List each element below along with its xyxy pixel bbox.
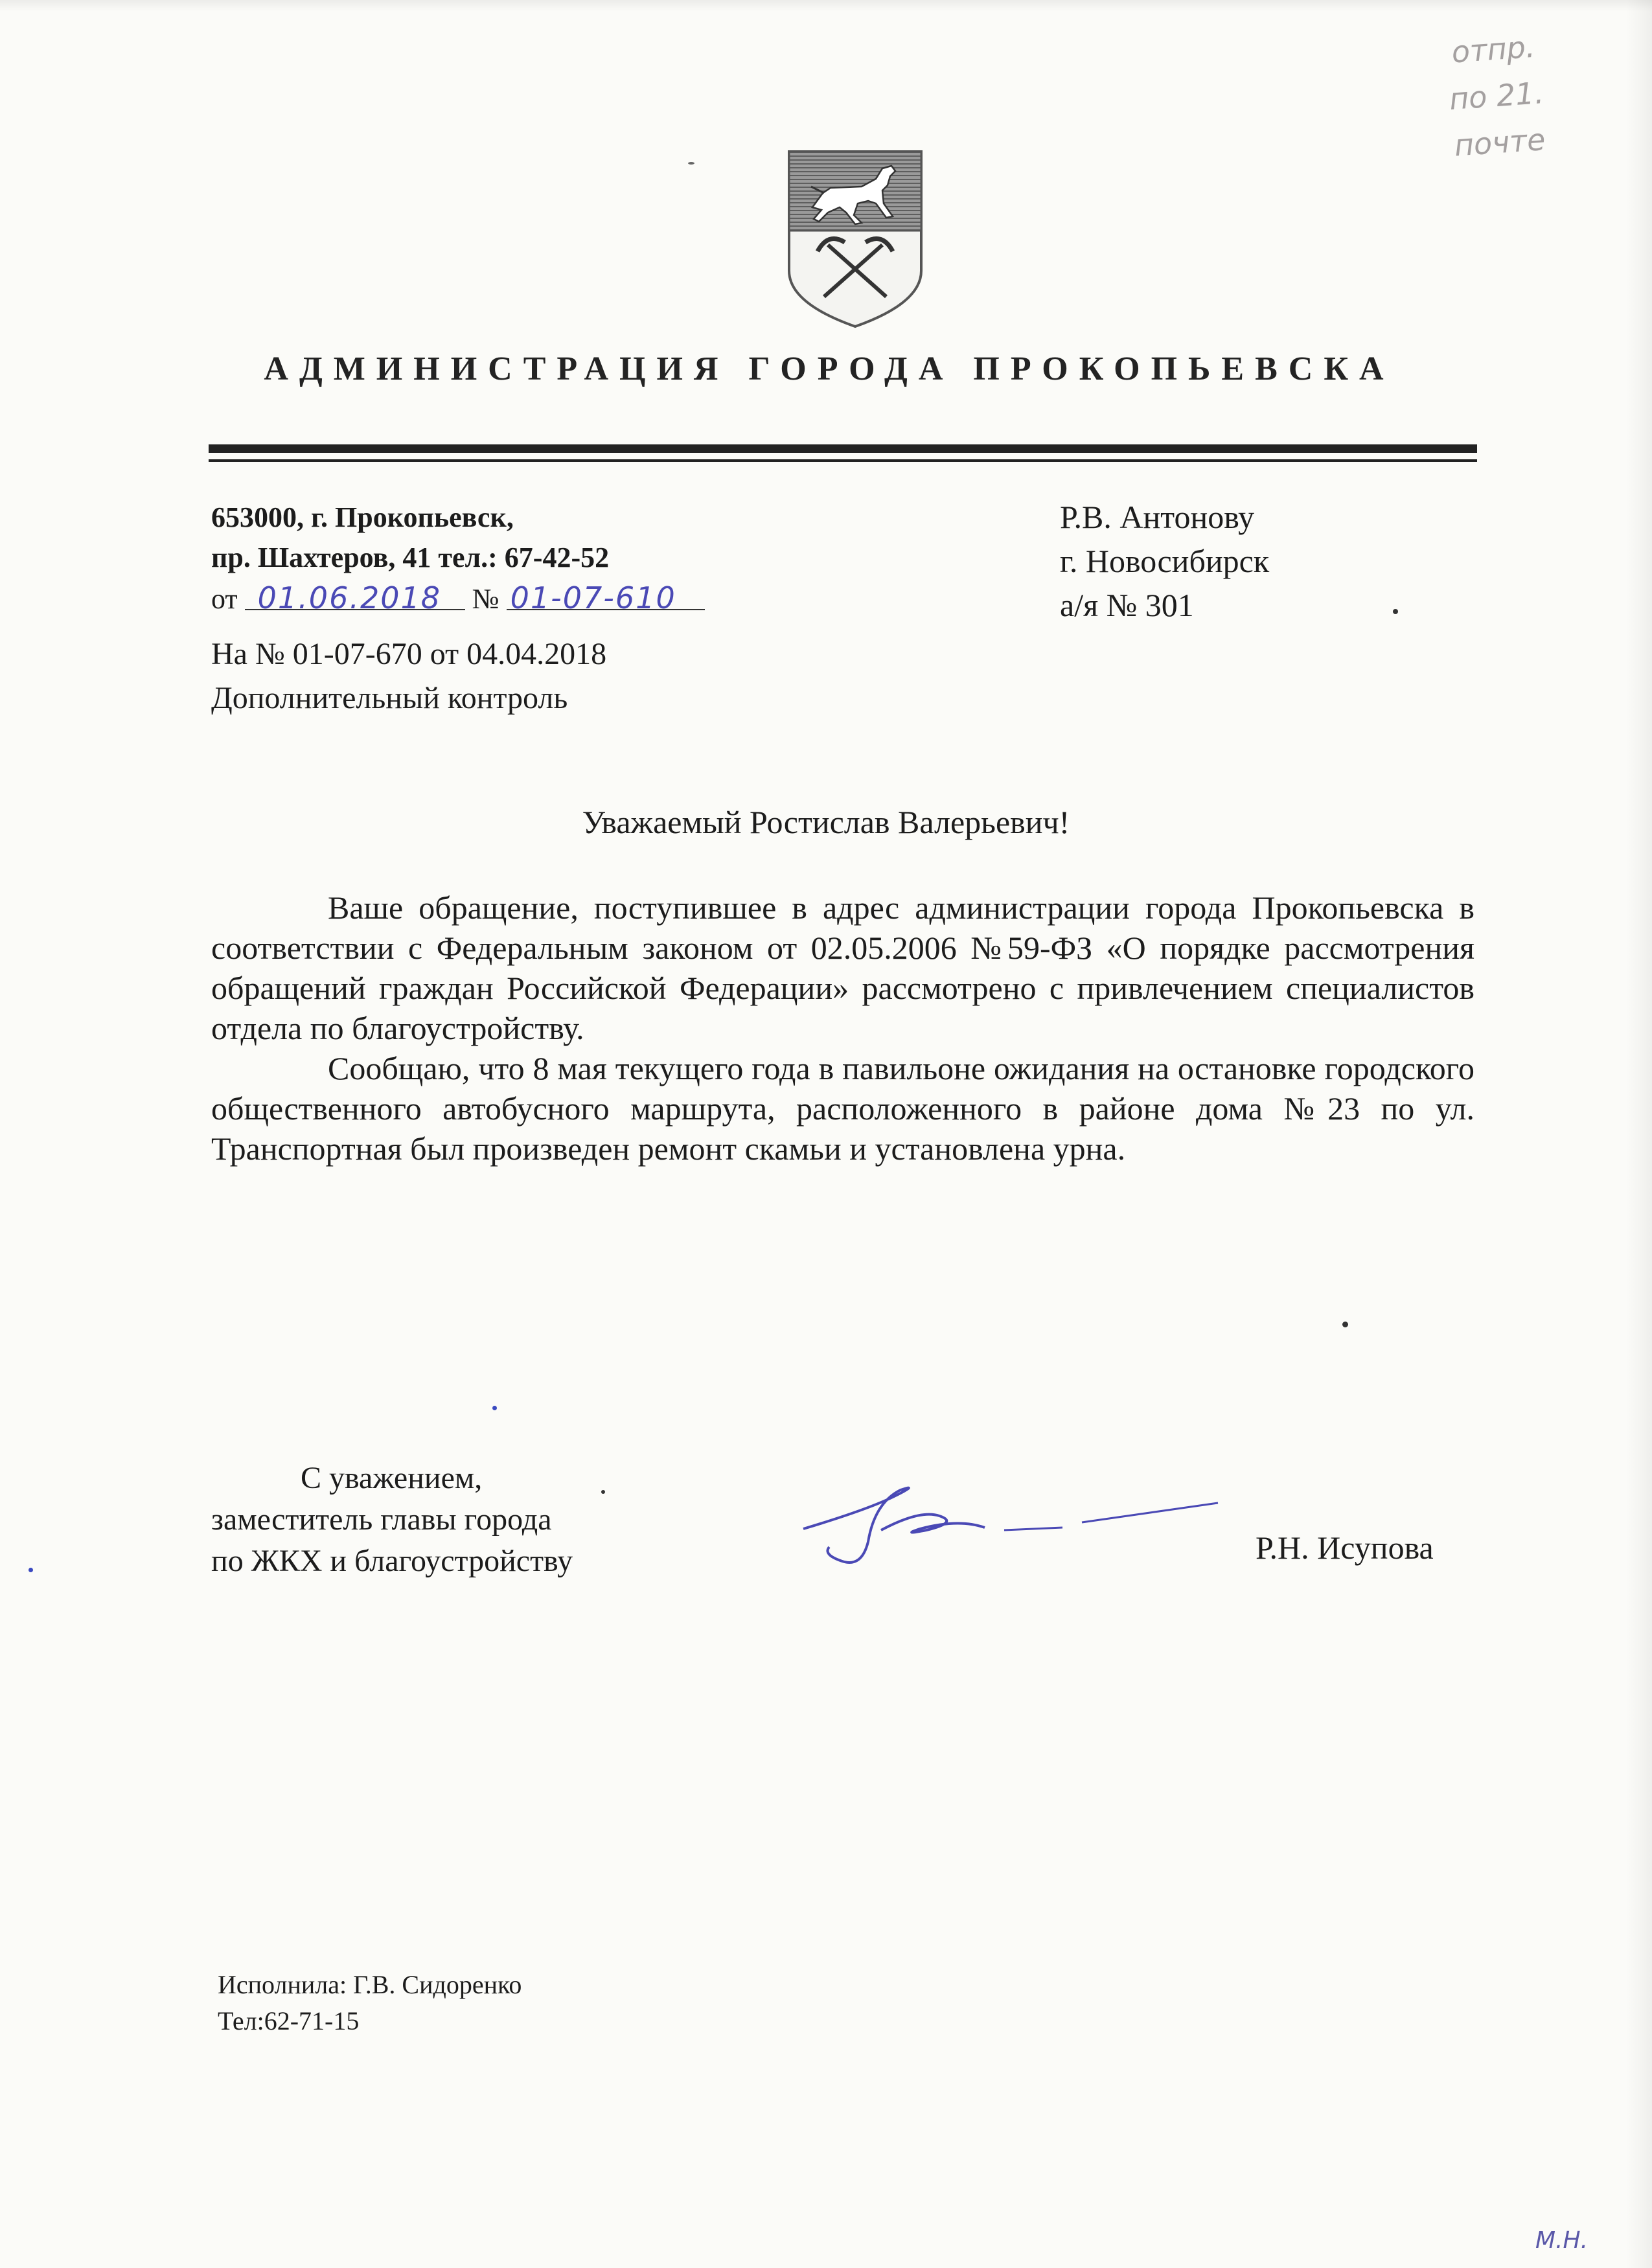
- outgoing-number-handwritten: 01-07-610: [507, 578, 705, 610]
- closing-block: [211, 1458, 573, 1582]
- signer-position: заместитель главы города: [211, 1502, 552, 1537]
- closing-salutation: С уважением,: [301, 1461, 483, 1495]
- outgoing-reg-row: [211, 578, 705, 618]
- greeting: Уважаемый Ростислав Валерьевич!: [582, 804, 1070, 840]
- sender-address-line: пр. Шахтеров, 41 тел.: 67-42-52: [211, 542, 610, 573]
- body-paragraph: Ваше обращение, поступившее в адрес администрации города Прокопьевска в соответствии с Федеральным законом от 02.05.2006 №59-ФЗ «О порядке рассмотрения обращений граждан Российской Федерации» рассмотрено с привлечением специалистов отдела по благоустройству.: [211, 889, 1474, 1046]
- handnote-line: почте: [1453, 121, 1546, 163]
- handnote-line: отпр.: [1450, 29, 1537, 70]
- recipient-name: Р.В. Антонову: [1060, 499, 1255, 535]
- handnote-line: по 21.: [1448, 74, 1545, 117]
- letterhead-rule-thick: [209, 444, 1477, 453]
- scan-speck: [601, 1490, 605, 1494]
- letter-body: [211, 888, 1474, 1169]
- signer-name: Р.Н. Исупова: [1256, 1529, 1434, 1566]
- recipient-city: г. Новосибирск: [1060, 543, 1270, 579]
- scan-speck: [688, 162, 694, 165]
- recipient-block: [1060, 495, 1269, 627]
- sender-block: [211, 498, 705, 618]
- reference-block: [211, 632, 606, 720]
- number-label: №: [472, 583, 499, 615]
- control-note: Дополнительный контроль: [211, 681, 568, 715]
- scan-speck: [1342, 1322, 1348, 1327]
- signer-position: по ЖКХ и благоустройству: [211, 1544, 573, 1578]
- scan-speck: [492, 1406, 497, 1410]
- scan-speck: [29, 1568, 33, 1572]
- executor-name: Исполнила: Г.В. Сидоренко: [218, 1970, 522, 1999]
- handwritten-initials: М.Н.: [1535, 2227, 1589, 2254]
- reference-number: На № 01-07-670 от 04.04.2018: [211, 637, 607, 671]
- prokopyevsk-coat-of-arms-icon: [785, 148, 925, 330]
- recipient-po-box: а/я № 301: [1060, 587, 1194, 623]
- scan-top-edge: [0, 0, 1652, 12]
- handwritten-dispatch-note: [1408, 20, 1585, 172]
- body-paragraph: Сообщаю, что 8 мая текущего года в павильоне ожидания на остановке городского общественного автобусного маршрута, расположенного в районе дома №23 по ул. Транспортная был произведен ремонт скамьи и установлена урна.: [211, 1050, 1474, 1167]
- scan-right-edge: [1626, 0, 1652, 2268]
- from-label: от: [211, 583, 238, 615]
- organization-name: АДМИНИСТРАЦИЯ ГОРОДА ПРОКОПЬЕВСКА: [264, 350, 1395, 387]
- sender-address-line: 653000, г. Прокопьевск,: [211, 501, 514, 533]
- scan-speck: [1393, 609, 1398, 614]
- executor-block: [218, 1967, 522, 2039]
- outgoing-date-handwritten: 01.06.2018: [245, 578, 465, 610]
- letterhead-rule-thin: [209, 459, 1477, 462]
- handwritten-signature: [790, 1471, 1231, 1574]
- executor-phone: Тел:62-71-15: [218, 2006, 360, 2035]
